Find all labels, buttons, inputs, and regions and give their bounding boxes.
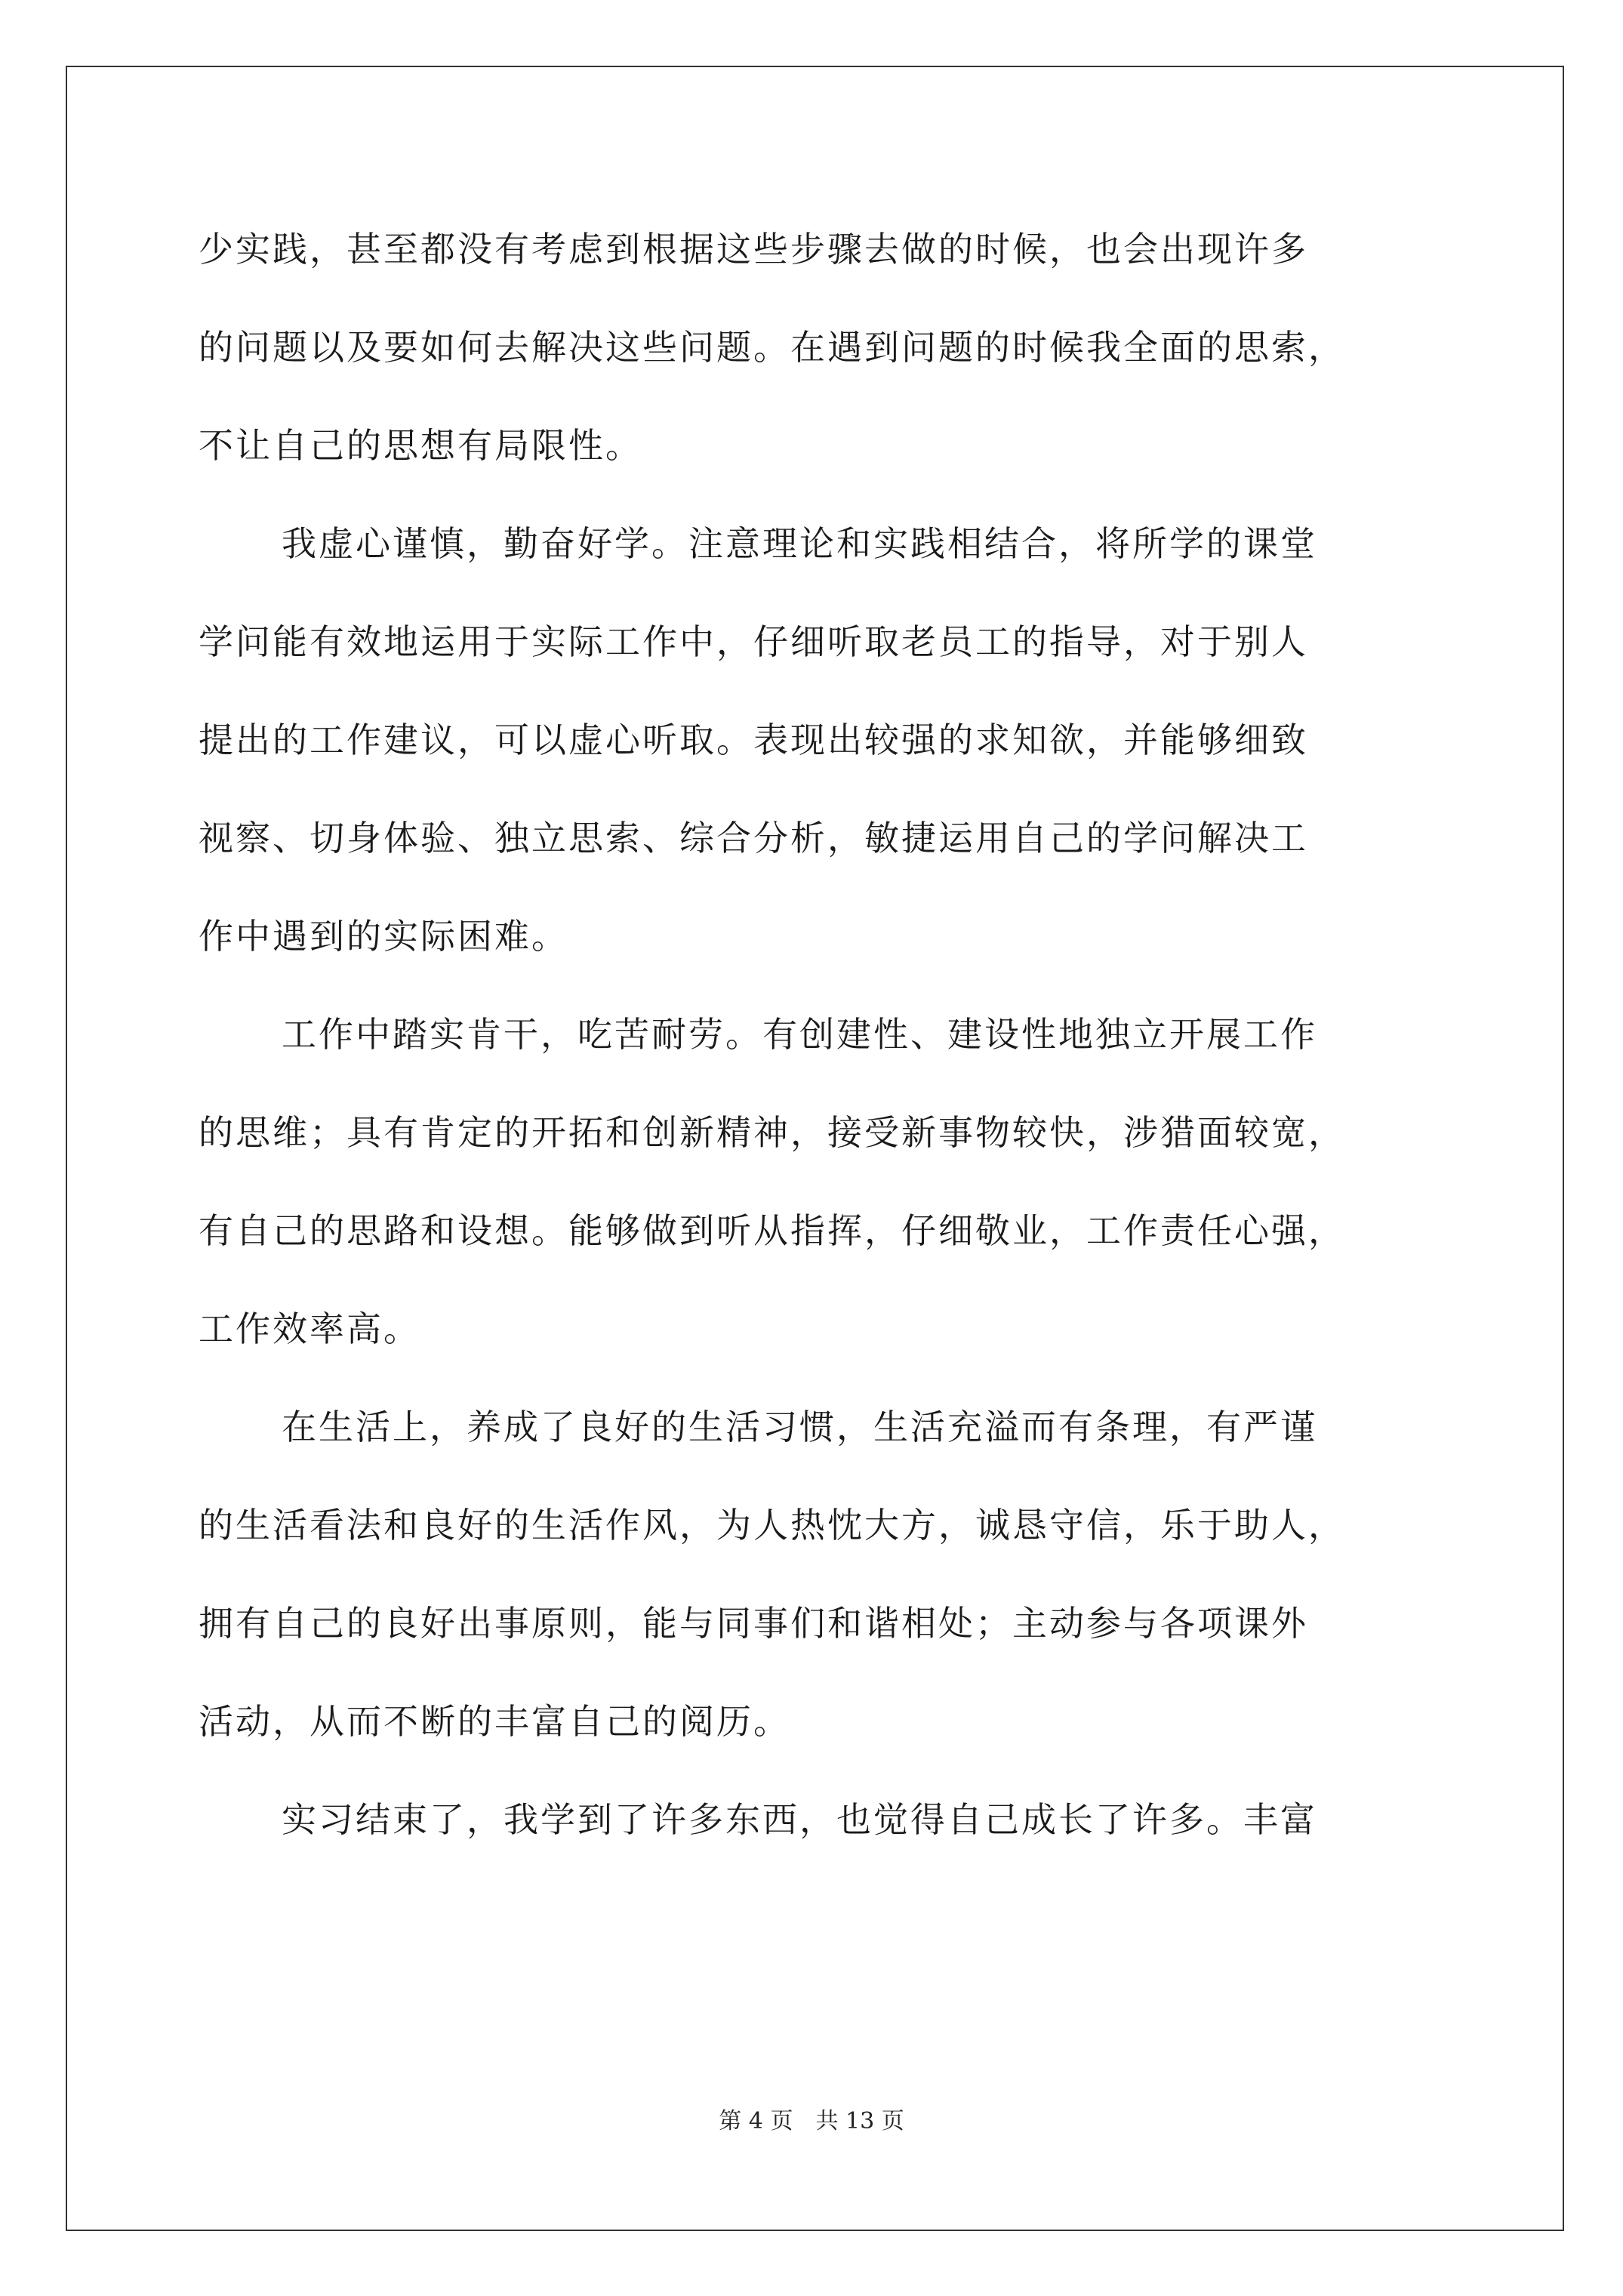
text-line: 拥有自己的良好出事原则，能与同事们和谐相处；主动参与各项课外: [199, 1603, 1308, 1644]
text-line: 少实践，甚至都没有考虑到根据这些步骤去做的时候，也会出现许多: [199, 229, 1308, 270]
paragraph-start-line: 我虚心谨慎，勤奋好学。注意理论和实践相结合，将所学的课堂: [282, 523, 1317, 564]
paragraph-start-line: 工作中踏实肯干，吃苦耐劳。有创建性、建设性地独立开展工作: [282, 1014, 1317, 1055]
paragraph-start-line: 实习结束了，我学到了许多东西，也觉得自己成长了许多。丰富: [282, 1799, 1317, 1840]
text-line: 工作效率高。: [199, 1308, 420, 1349]
text-line: 的问题以及要如何去解决这些问题。在遇到问题的时候我全面的思索，: [199, 327, 1345, 368]
text-line: 的生活看法和良好的生活作风，为人热忱大方，诚恳守信，乐于助人，: [199, 1505, 1345, 1546]
text-line: 活动，从而不断的丰富自己的阅历。: [199, 1701, 790, 1742]
text-line: 作中遇到的实际困难。: [199, 916, 568, 957]
text-line: 的思维；具有肯定的开拓和创新精神，接受新事物较快，涉猎面较宽，: [199, 1112, 1345, 1153]
document-body: [199, 200, 1437, 1869]
text-line: 不让自己的思想有局限性。: [199, 425, 642, 466]
text-line: 学问能有效地运用于实际工作中，仔细听取老员工的指导，对于别人: [199, 621, 1308, 662]
text-line: 提出的工作建议，可以虚心听取。表现出较强的求知欲，并能够细致: [199, 720, 1308, 760]
paragraph-start-line: 在生活上，养成了良好的生活习惯，生活充溢而有条理，有严谨: [282, 1407, 1317, 1447]
text-line: 视察、切身体验、独立思索、综合分析，敏捷运用自己的学问解决工: [199, 818, 1308, 858]
page-footer: 第 4 页 共 13 页: [719, 2108, 904, 2134]
text-line: 有自己的思路和设想。能够做到听从指挥，仔细敬业，工作责任心强，: [199, 1210, 1345, 1251]
